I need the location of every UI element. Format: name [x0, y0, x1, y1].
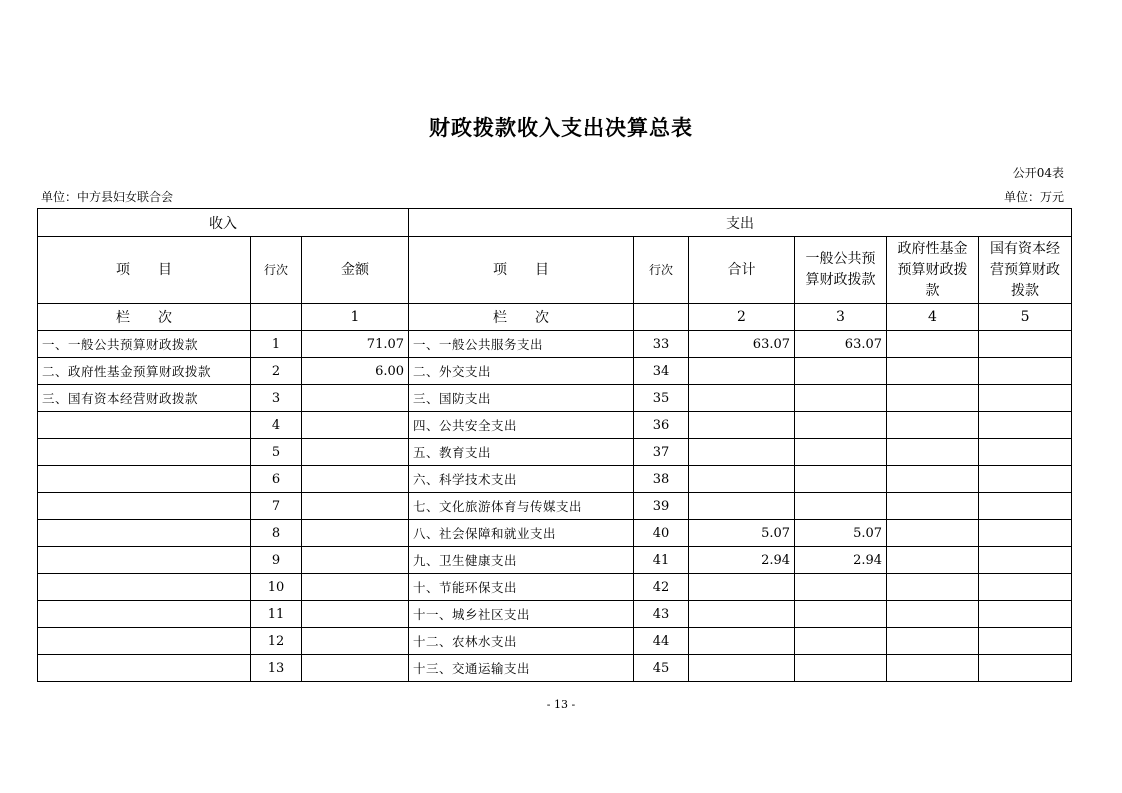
income-row-no-cell: 9 — [251, 547, 302, 574]
gov-fund-cell — [887, 547, 979, 574]
expense-row-no-cell: 45 — [634, 655, 689, 682]
income-row-no-cell: 7 — [251, 493, 302, 520]
expense-item-cell: 十二、农林水支出 — [409, 628, 634, 655]
income-row-no-cell: 5 — [251, 439, 302, 466]
page-number: - 13 - — [546, 698, 576, 711]
income-item-cell — [38, 547, 251, 574]
gov-fund-cell — [887, 628, 979, 655]
lanci-col-3: 3 — [795, 304, 887, 331]
gov-fund-cell — [887, 439, 979, 466]
expense-item-cell: 一、一般公共服务支出 — [409, 331, 634, 358]
total-cell — [689, 655, 795, 682]
income-item-cell — [38, 520, 251, 547]
table-row — [38, 655, 1072, 682]
income-item-cell — [38, 493, 251, 520]
total-cell — [689, 574, 795, 601]
gov-fund-cell — [887, 412, 979, 439]
income-item-cell — [38, 628, 251, 655]
table-row — [38, 574, 1072, 601]
table-row — [38, 331, 1072, 358]
table-row — [38, 520, 1072, 547]
income-item-cell — [38, 655, 251, 682]
income-amount-cell — [302, 439, 409, 466]
general-budget-cell — [795, 655, 887, 682]
total-cell — [689, 601, 795, 628]
income-row-no-cell: 6 — [251, 466, 302, 493]
expense-section-header: 支出 — [409, 209, 1072, 237]
table-row — [38, 412, 1072, 439]
income-amount-cell — [302, 385, 409, 412]
state-capital-cell — [979, 655, 1072, 682]
income-row-no-cell: 12 — [251, 628, 302, 655]
expense-item-cell: 十三、交通运输支出 — [409, 655, 634, 682]
col-header-income-row-no: 行次 — [251, 237, 302, 304]
expense-item-cell: 六、科学技术支出 — [409, 466, 634, 493]
state-capital-cell — [979, 601, 1072, 628]
col-header-income-item: 项 目 — [38, 237, 251, 304]
income-amount-cell: 71.07 — [302, 331, 409, 358]
lanci-blank-expense — [634, 304, 689, 331]
income-amount-cell — [302, 655, 409, 682]
state-capital-cell — [979, 466, 1072, 493]
total-cell — [689, 439, 795, 466]
unit-currency: 单位：万元 — [1003, 190, 1064, 204]
expense-row-no-cell: 33 — [634, 331, 689, 358]
expense-item-cell: 十一、城乡社区支出 — [409, 601, 634, 628]
general-budget-cell: 2.94 — [795, 547, 887, 574]
income-row-no-cell: 4 — [251, 412, 302, 439]
gov-fund-cell — [887, 493, 979, 520]
income-amount-cell — [302, 493, 409, 520]
expense-row-no-cell: 40 — [634, 520, 689, 547]
income-item-cell: 三、国有资本经营财政拨款 — [38, 385, 251, 412]
income-item-cell — [38, 412, 251, 439]
total-cell — [689, 385, 795, 412]
lanci-blank-income — [251, 304, 302, 331]
lanci-col-4: 4 — [887, 304, 979, 331]
state-capital-cell — [979, 547, 1072, 574]
state-capital-cell — [979, 520, 1072, 547]
income-row-no-cell: 3 — [251, 385, 302, 412]
income-row-no-cell: 13 — [251, 655, 302, 682]
income-section-header: 收入 — [38, 209, 409, 237]
total-cell — [689, 628, 795, 655]
unit-organization: 单位：中方县妇女联合会 — [41, 190, 174, 204]
expense-row-no-cell: 43 — [634, 601, 689, 628]
expense-row-no-cell: 42 — [634, 574, 689, 601]
col-header-expense-item: 项 目 — [409, 237, 634, 304]
col-header-general-budget: 一般公共预算财政拨款 — [795, 237, 887, 304]
table-row — [38, 385, 1072, 412]
general-budget-cell — [795, 358, 887, 385]
expense-row-no-cell: 44 — [634, 628, 689, 655]
total-cell: 2.94 — [689, 547, 795, 574]
income-amount-cell — [302, 547, 409, 574]
col-header-expense-row-no: 行次 — [634, 237, 689, 304]
income-amount-cell: 6.00 — [302, 358, 409, 385]
general-budget-cell — [795, 628, 887, 655]
income-row-no-cell: 2 — [251, 358, 302, 385]
lanci-col-1: 1 — [302, 304, 409, 331]
income-row-no-cell: 1 — [251, 331, 302, 358]
income-item-cell — [38, 574, 251, 601]
expense-row-no-cell: 39 — [634, 493, 689, 520]
expense-item-cell: 八、社会保障和就业支出 — [409, 520, 634, 547]
expense-item-cell: 五、教育支出 — [409, 439, 634, 466]
col-header-state-capital: 国有资本经营预算财政拨款 — [979, 237, 1072, 304]
lanci-col-5: 5 — [979, 304, 1072, 331]
expense-item-cell: 二、外交支出 — [409, 358, 634, 385]
expense-row-no-cell: 34 — [634, 358, 689, 385]
general-budget-cell — [795, 412, 887, 439]
gov-fund-cell — [887, 466, 979, 493]
general-budget-cell — [795, 574, 887, 601]
income-item-cell: 一、一般公共预算财政拨款 — [38, 331, 251, 358]
expense-row-no-cell: 38 — [634, 466, 689, 493]
state-capital-cell — [979, 574, 1072, 601]
table-row — [38, 493, 1072, 520]
expense-row-no-cell: 41 — [634, 547, 689, 574]
income-item-cell — [38, 601, 251, 628]
general-budget-cell — [795, 493, 887, 520]
total-cell — [689, 412, 795, 439]
expense-item-cell: 十、节能环保支出 — [409, 574, 634, 601]
table-row — [38, 439, 1072, 466]
gov-fund-cell — [887, 358, 979, 385]
gov-fund-cell — [887, 574, 979, 601]
form-number: 公开04表 — [1012, 166, 1064, 180]
page-title: 财政拨款收入支出决算总表 — [429, 115, 693, 140]
income-amount-cell — [302, 466, 409, 493]
income-amount-cell — [302, 574, 409, 601]
table-row — [38, 628, 1072, 655]
total-cell: 63.07 — [689, 331, 795, 358]
state-capital-cell — [979, 628, 1072, 655]
state-capital-cell — [979, 358, 1072, 385]
gov-fund-cell — [887, 385, 979, 412]
budget-table — [37, 208, 1072, 682]
total-cell: 5.07 — [689, 520, 795, 547]
lanci-label-expense: 栏 次 — [409, 304, 634, 331]
state-capital-cell — [979, 412, 1072, 439]
general-budget-cell — [795, 385, 887, 412]
table-row — [38, 358, 1072, 385]
expense-item-cell: 三、国防支出 — [409, 385, 634, 412]
gov-fund-cell — [887, 331, 979, 358]
expense-row-no-cell: 35 — [634, 385, 689, 412]
general-budget-cell — [795, 466, 887, 493]
income-item-cell: 二、政府性基金预算财政拨款 — [38, 358, 251, 385]
table-row — [38, 466, 1072, 493]
total-cell — [689, 493, 795, 520]
income-amount-cell — [302, 601, 409, 628]
col-header-amount: 金额 — [302, 237, 409, 304]
income-row-no-cell: 11 — [251, 601, 302, 628]
income-row-no-cell: 8 — [251, 520, 302, 547]
expense-row-no-cell: 36 — [634, 412, 689, 439]
general-budget-cell — [795, 601, 887, 628]
income-row-no-cell: 10 — [251, 574, 302, 601]
state-capital-cell — [979, 331, 1072, 358]
lanci-label-income: 栏 次 — [38, 304, 251, 331]
income-amount-cell — [302, 628, 409, 655]
general-budget-cell — [795, 439, 887, 466]
general-budget-cell: 63.07 — [795, 331, 887, 358]
income-item-cell — [38, 439, 251, 466]
expense-item-cell: 九、卫生健康支出 — [409, 547, 634, 574]
total-cell — [689, 358, 795, 385]
income-item-cell — [38, 466, 251, 493]
state-capital-cell — [979, 385, 1072, 412]
income-amount-cell — [302, 412, 409, 439]
gov-fund-cell — [887, 520, 979, 547]
col-header-total: 合计 — [689, 237, 795, 304]
lanci-col-2: 2 — [689, 304, 795, 331]
total-cell — [689, 466, 795, 493]
gov-fund-cell — [887, 601, 979, 628]
income-amount-cell — [302, 520, 409, 547]
general-budget-cell: 5.07 — [795, 520, 887, 547]
state-capital-cell — [979, 439, 1072, 466]
expense-item-cell: 七、文化旅游体育与传媒支出 — [409, 493, 634, 520]
col-header-gov-fund: 政府性基金预算财政拨款 — [887, 237, 979, 304]
table-row — [38, 547, 1072, 574]
state-capital-cell — [979, 493, 1072, 520]
table-row — [38, 601, 1072, 628]
expense-item-cell: 四、公共安全支出 — [409, 412, 634, 439]
expense-row-no-cell: 37 — [634, 439, 689, 466]
gov-fund-cell — [887, 655, 979, 682]
